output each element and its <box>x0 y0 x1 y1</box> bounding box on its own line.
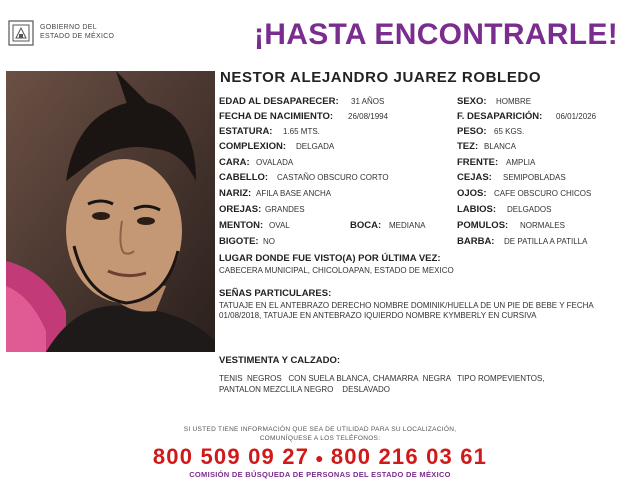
lips-value: DELGADOS <box>507 205 552 214</box>
skin-value: BLANCA <box>484 142 517 151</box>
phone-numbers <box>0 444 640 470</box>
mustache-value: NO <box>263 237 275 246</box>
eyebrows-value: SEMIPOBLADAS <box>503 173 566 182</box>
clothing-label: VESTIMENTA Y CALZADO: <box>219 355 341 366</box>
hair-value: CASTAÑO OBSCURO CORTO <box>277 173 389 182</box>
nose-value: AFILA BASE ANCHA <box>256 189 332 198</box>
build-value: DELGADA <box>296 142 335 151</box>
government-name-line1: GOBIERNO DEL <box>40 24 97 31</box>
footer-instruction-line2: COMUNÍQUESE A LOS TELÉFONOS: <box>259 435 381 442</box>
forehead-value: AMPLIA <box>506 158 536 167</box>
ears-value: GRANDES <box>265 205 305 214</box>
poster-headline: ¡HASTA ENCONTRARLE! <box>254 18 619 51</box>
lips-label: LABIOS: <box>457 204 497 215</box>
birthdate-value: 26/08/1994 <box>348 112 389 121</box>
weight-value: 65 KGS. <box>494 127 525 136</box>
government-logo <box>8 18 128 48</box>
footer-instruction-line1: SI USTED TIENE INFORMACIÓN QUE SEA DE UTILIDAD PARA SU LOCALIZACIÓN, <box>183 426 457 433</box>
disappearance-date-label: F. DESAPARICIÓN: <box>457 111 543 122</box>
chin-value: OVAL <box>269 221 290 230</box>
disappearance-date-value: 06/01/2026 <box>556 112 597 121</box>
height-value: 1.65 MTS. <box>283 127 320 136</box>
state-seal-icon <box>8 20 34 46</box>
build-label: COMPLEXION: <box>219 141 287 152</box>
person-name: NESTOR ALEJANDRO JUAREZ ROBLEDO <box>220 69 542 86</box>
missing-person-photo <box>6 71 215 352</box>
nose-label: NARIZ: <box>219 188 252 199</box>
phone-number-1[interactable]: 800 509 09 27 <box>152 444 310 469</box>
bullet-separator-icon: ● <box>315 450 325 467</box>
sex-value: HOMBRE <box>496 97 532 106</box>
clothing-line1: TENIS NEGROS CON SUELA BLANCA, CHAMARRA NEGRA TIPO ROMPEVIENTOS, <box>219 374 545 383</box>
clothing-line2: PANTALON MEZCLILA NEGRO DESLAVADO <box>219 385 391 394</box>
commission-name: COMISIÓN DE BÚSQUEDA DE PERSONAS DEL ESTADO DE MÉXICO <box>189 470 451 479</box>
mouth-value: MEDIANA <box>389 221 426 230</box>
eyes-label: OJOS: <box>457 188 487 199</box>
age-label: EDAD AL DESAPARECER: <box>219 96 339 107</box>
eyes-value: CAFE OBSCURO CHICOS <box>494 189 592 198</box>
cheekbones-value: NORMALES <box>520 221 565 230</box>
beard-label: BARBA: <box>457 236 495 247</box>
mouth-label: BOCA: <box>350 220 382 231</box>
eyebrows-label: CEJAS: <box>457 172 492 183</box>
weight-label: PESO: <box>457 126 487 137</box>
last-seen-value: CABECERA MUNICIPAL, CHICOLOAPAN, ESTADO DE MEXICO <box>219 266 454 275</box>
government-name-line2: ESTADO DE MÉXICO <box>40 33 115 40</box>
last-seen-label: LUGAR DONDE FUE VISTO(A) POR ÚLTIMA VEZ: <box>219 253 441 264</box>
forehead-label: FRENTE: <box>457 157 499 168</box>
phone-number-2[interactable]: 800 216 03 61 <box>330 444 488 469</box>
marks-value: TATUAJE EN EL ANTEBRAZO DERECHO NOMBRE DOMINIK/HUELLA DE UN PIE DE BEBE Y FECHA 01/08/2018, TATUAJE EN ANTEBRAZO IQUIERDO NOMBRE KYMBERLY EN CURSIVA <box>219 301 594 320</box>
sex-label: SEXO: <box>457 96 487 107</box>
ears-label: OREJAS: <box>219 204 262 215</box>
height-label: ESTATURA: <box>219 126 273 137</box>
mustache-label: BIGOTE: <box>219 236 259 247</box>
hair-label: CABELLO: <box>219 172 269 183</box>
person-portrait-image <box>6 71 215 352</box>
chin-label: MENTON: <box>219 220 264 231</box>
skin-label: TEZ: <box>457 141 479 152</box>
face-value: OVALADA <box>256 158 294 167</box>
marks-label: SEÑAS PARTICULARES: <box>219 288 332 299</box>
age-value: 31 AÑOS <box>351 97 385 106</box>
birthdate-label: FECHA DE NACIMIENTO: <box>219 111 333 122</box>
face-label: CARA: <box>219 157 250 168</box>
beard-value: DE PATILLA A PATILLA <box>504 237 588 246</box>
cheekbones-label: POMULOS: <box>457 220 509 231</box>
